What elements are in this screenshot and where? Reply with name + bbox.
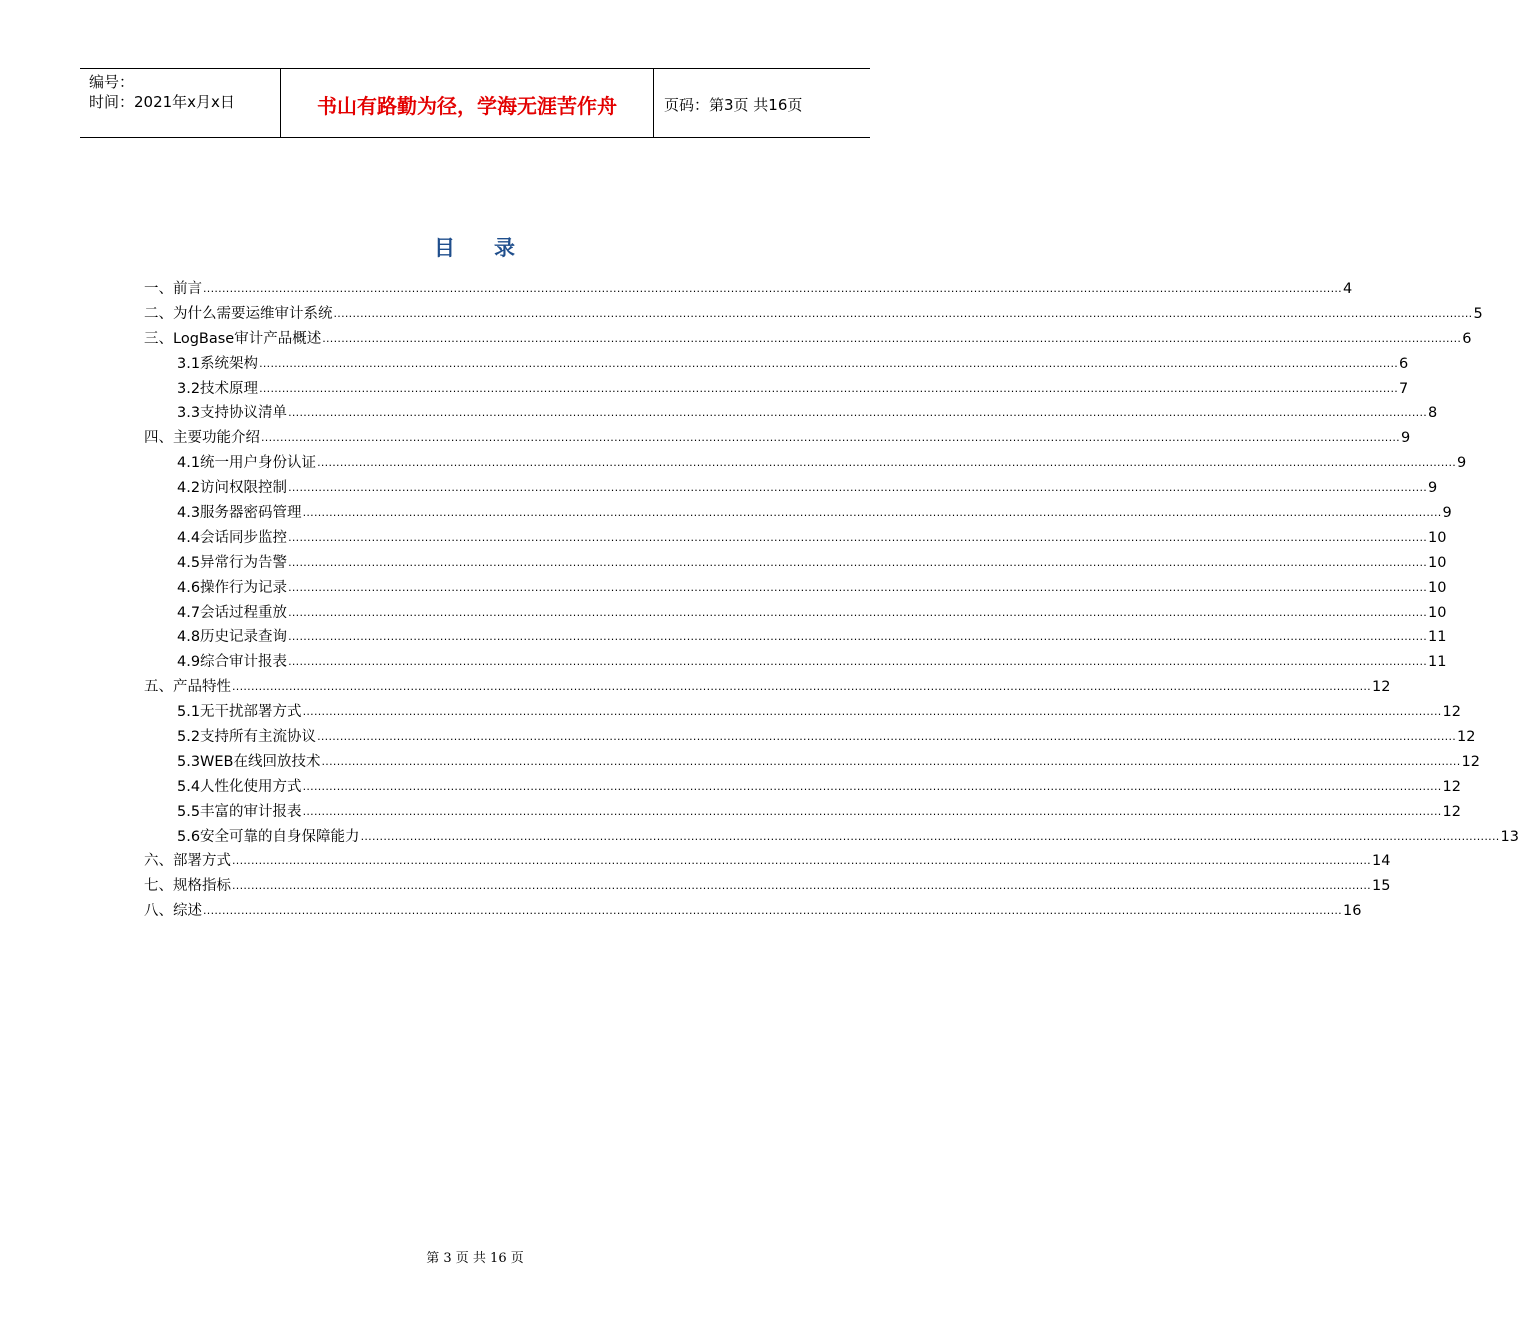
toc-leader-dots: ............................................................................................................................................................................................................................................................................................................ [321, 754, 1461, 768]
toc-leader-dots: ............................................................................................................................................................................................................................................................................................................ [288, 481, 1428, 495]
toc-entry-page: 9 [1428, 480, 1438, 497]
toc-entry-page: 15 [1371, 878, 1391, 895]
toc-entry-label: 4.4会话同步监控 [177, 529, 288, 546]
toc-entry-label: 4.8历史记录查询 [177, 629, 288, 646]
toc-entry-label: 3.2技术原理 [177, 380, 259, 397]
toc-leader-dots: ............................................................................................................................................................................................................................................................................................................ [302, 779, 1442, 793]
toc-entry-page: 9 [1400, 430, 1411, 447]
toc-entry[interactable] [144, 302, 1483, 327]
toc-entry[interactable] [144, 401, 1438, 426]
toc-entry[interactable] [144, 501, 1452, 526]
toc-leader-dots: ............................................................................................................................................................................................................................................................................................................ [232, 879, 1371, 893]
toc-entry-page: 12 [1371, 679, 1391, 696]
toc-entry-page: 4 [1342, 281, 1353, 297]
toc-entry-page: 14 [1371, 853, 1391, 870]
toc-entry-label: 4.7会话过程重放 [177, 604, 288, 621]
toc-entry[interactable] [144, 899, 1362, 924]
toc-entry-page: 12 [1457, 729, 1476, 746]
toc-leader-dots: ............................................................................................................................................................................................................................................................................................................ [232, 854, 1371, 868]
toc-entry[interactable] [144, 700, 1461, 725]
header-meta [80, 69, 281, 137]
toc-entry[interactable] [144, 327, 1472, 352]
toc-entry[interactable] [144, 426, 1411, 451]
toc-entry-label: 五、产品特性 [144, 679, 231, 696]
toc-leader-dots: ............................................................................................................................................................................................................................................................................................................ [302, 804, 1442, 818]
table-of-contents [144, 277, 1519, 924]
toc-entry-label: 5.2支持所有主流协议 [177, 729, 317, 746]
toc-entry-page: 13 [1500, 828, 1519, 845]
toc-entry-label: 4.1统一用户身份认证 [177, 455, 317, 472]
toc-entry[interactable] [144, 601, 1447, 626]
toc-entry-label: 一、前言 [144, 281, 202, 297]
toc-leader-dots: ............................................................................................................................................................................................................................................................................................................ [317, 456, 1457, 470]
toc-leader-dots: ............................................................................................................................................................................................................................................................................................................ [203, 904, 1342, 918]
toc-entry-label: 六、部署方式 [144, 853, 231, 870]
toc-title-left: 目 [434, 236, 456, 260]
toc-leader-dots: ............................................................................................................................................................................................................................................................................................................ [288, 406, 1428, 420]
toc-entry-page: 10 [1428, 529, 1447, 546]
toc-leader-dots: ............................................................................................................................................................................................................................................................................................................ [302, 705, 1442, 719]
toc-entry-page: 12 [1442, 803, 1461, 820]
toc-leader-dots: ............................................................................................................................................................................................................................................................................................................ [322, 331, 1462, 345]
toc-entry-label: 4.5异常行为告警 [177, 554, 288, 571]
toc-entry-label: 八、综述 [144, 903, 202, 920]
header-motto: 书山有路勤为径，学海无涯苦作舟 [281, 69, 654, 137]
toc-entry-page: 8 [1428, 405, 1438, 422]
toc-leader-dots: ............................................................................................................................................................................................................................................................................................................ [333, 306, 1473, 320]
toc-entry[interactable] [144, 576, 1447, 601]
toc-entry[interactable] [144, 825, 1519, 850]
toc-entry-page: 12 [1442, 778, 1461, 795]
toc-title-right: 录 [494, 236, 516, 260]
toc-entry[interactable] [144, 849, 1391, 874]
toc-entry-page: 10 [1428, 554, 1447, 571]
page-header [80, 68, 870, 138]
toc-leader-dots: ............................................................................................................................................................................................................................................................................................................ [288, 530, 1428, 544]
toc-leader-dots: ............................................................................................................................................................................................................................................................................................................ [259, 356, 1399, 370]
toc-entry-label: 5.3WEB在线回放技术 [177, 753, 321, 770]
toc-entry[interactable] [144, 775, 1461, 800]
toc-entry-page: 16 [1342, 903, 1362, 920]
toc-entry[interactable] [144, 874, 1391, 899]
toc-leader-dots: ............................................................................................................................................................................................................................................................................................................ [360, 829, 1500, 843]
toc-entry[interactable] [144, 526, 1447, 551]
toc-entry[interactable] [144, 650, 1447, 675]
toc-entry-label: 七、规格指标 [144, 878, 231, 895]
toc-entry-label: 四、主要功能介绍 [144, 430, 260, 447]
toc-entry[interactable] [144, 750, 1480, 775]
toc-leader-dots: ............................................................................................................................................................................................................................................................................................................ [288, 630, 1428, 644]
toc-leader-dots: ............................................................................................................................................................................................................................................................................................................ [232, 680, 1371, 694]
toc-entry-label: 3.1系统架构 [177, 355, 259, 372]
document-date: 时间：2021年x月x日 [89, 93, 235, 111]
toc-entry[interactable] [144, 451, 1467, 476]
toc-entry-page: 11 [1428, 629, 1447, 646]
toc-entry[interactable] [144, 800, 1461, 825]
toc-entry-label: 4.6操作行为记录 [177, 579, 288, 596]
toc-entry[interactable] [144, 277, 1353, 302]
toc-leader-dots: ............................................................................................................................................................................................................................................................................................................ [288, 555, 1428, 569]
toc-entry[interactable] [144, 725, 1476, 750]
toc-entry[interactable] [144, 377, 1409, 402]
toc-entry-label: 二、为什么需要运维审计系统 [144, 305, 333, 322]
toc-leader-dots: ............................................................................................................................................................................................................................................................................................................ [259, 381, 1399, 395]
header-page-info: 页码：第3页 共16页 [664, 95, 803, 114]
toc-entry-label: 5.6安全可靠的自身保障能力 [177, 828, 360, 845]
toc-entry-page: 10 [1428, 579, 1447, 596]
toc-leader-dots: ............................................................................................................................................................................................................................................................................................................ [261, 431, 1400, 445]
toc-entry-page: 5 [1473, 305, 1483, 322]
toc-entry-page: 9 [1457, 455, 1467, 472]
toc-entry-page: 6 [1462, 330, 1472, 347]
toc-entry[interactable] [144, 352, 1409, 377]
toc-entry[interactable] [144, 625, 1447, 650]
toc-leader-dots: ............................................................................................................................................................................................................................................................................................................ [288, 580, 1428, 594]
toc-entry-page: 9 [1442, 505, 1452, 522]
toc-entry-label: 4.2访问权限控制 [177, 480, 288, 497]
toc-leader-dots: ............................................................................................................................................................................................................................................................................................................ [317, 730, 1457, 744]
toc-entry-page: 12 [1442, 704, 1461, 721]
toc-entry[interactable] [144, 476, 1438, 501]
toc-leader-dots: ............................................................................................................................................................................................................................................................................................................ [203, 282, 1342, 295]
toc-leader-dots: ............................................................................................................................................................................................................................................................................................................ [302, 506, 1442, 520]
toc-entry-page: 7 [1399, 380, 1409, 397]
toc-entry-label: 三、LogBase审计产品概述 [144, 330, 322, 347]
toc-entry-label: 5.5丰富的审计报表 [177, 803, 302, 820]
toc-entry[interactable] [144, 551, 1447, 576]
document-number-label: 编号： [89, 73, 135, 91]
toc-entry-label: 4.9综合审计报表 [177, 654, 288, 671]
toc-entry[interactable] [144, 675, 1391, 700]
toc-leader-dots: ............................................................................................................................................................................................................................................................................................................ [288, 605, 1428, 619]
toc-entry-page: 12 [1461, 753, 1480, 770]
toc-title [0, 232, 950, 262]
toc-entry-page: 10 [1428, 604, 1447, 621]
toc-entry-label: 5.1无干扰部署方式 [177, 704, 302, 721]
toc-entry-label: 5.4人性化使用方式 [177, 778, 302, 795]
toc-entry-label: 3.3支持协议清单 [177, 405, 288, 422]
toc-entry-page: 11 [1428, 654, 1447, 671]
toc-entry-page: 6 [1399, 355, 1409, 372]
page-footer: 第 3 页 共 16 页 [426, 1251, 524, 1266]
toc-entry-label: 4.3服务器密码管理 [177, 505, 302, 522]
toc-leader-dots: ............................................................................................................................................................................................................................................................................................................ [288, 655, 1428, 669]
